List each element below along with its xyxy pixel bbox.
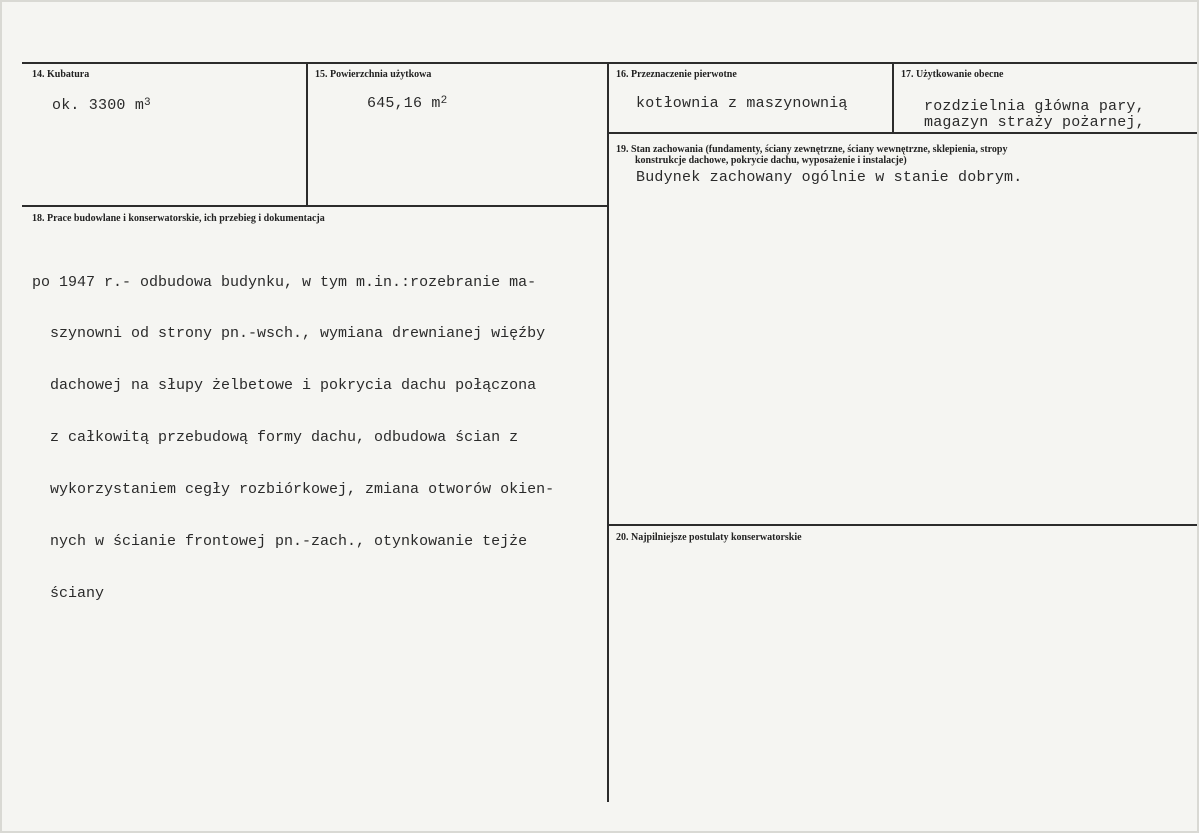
divider-center	[607, 62, 609, 802]
field-19-label-line-2: konstrukcje dachowe, pokrycie dachu, wyposażenie i instalacje)	[635, 155, 907, 166]
field-19-label	[616, 144, 1186, 166]
divider-16-17	[892, 62, 894, 132]
field-19-value: Budynek zachowany ogólnie w stanie dobrym.	[636, 169, 1023, 186]
field-15-unit-exponent: 2	[440, 95, 448, 107]
field-18-line-3: dachowej na słupy żelbetowe i pokrycia dachu połączona	[32, 377, 537, 395]
field-14-value	[52, 97, 151, 114]
field-18-line-5: wykorzystaniem cegły rozbiórkowej, zmiana otworów okien-	[32, 481, 555, 499]
rule-under-14-15	[22, 205, 608, 207]
rule-under-16-17	[608, 132, 1197, 134]
top-rule	[22, 62, 1197, 64]
field-16-label: 16. Przeznaczenie pierwotne	[616, 69, 737, 80]
field-18-line-4: z całkowitą przebudową formy dachu, odbudowa ścian z	[32, 429, 519, 447]
field-14-label: 14. Kubatura	[32, 69, 90, 80]
rule-above-20	[608, 524, 1197, 526]
field-18-label: 18. Prace budowlane i konserwatorskie, ich przebieg i dokumentacja	[32, 213, 325, 224]
field-15-value	[367, 95, 447, 112]
field-16-value: kotłownia z maszynownią	[636, 95, 848, 112]
field-18-line-1: po 1947 r.- odbudowa budynku, w tym m.in.:rozebranie ma-	[32, 273, 537, 291]
field-15-label: 15. Powierzchnia użytkowa	[315, 69, 432, 80]
field-17-value-line-2: magazyn straży pożarnej,	[924, 114, 1145, 131]
field-20-label: 20. Najpilniejsze postulaty konserwatorskie	[616, 532, 802, 543]
field-18-line-6: nych w ścianie frontowej pn.-zach., otynkowanie tejże	[32, 533, 528, 551]
field-14-value-text: ok. 3300 m	[52, 97, 145, 114]
field-19-label-line-1: 19. Stan zachowania (fundamenty, ściany zewnętrzne, ściany wewnętrzne, sklepienia, stropy	[616, 144, 1008, 155]
divider-14-15	[306, 62, 308, 205]
field-15-value-text: 645,16 m	[367, 95, 441, 112]
field-18-value	[32, 239, 554, 637]
field-17-value-line-1: rozdzielnia główna pary,	[924, 98, 1145, 115]
field-18-line-7: ściany	[32, 584, 105, 602]
field-14-unit-exponent: 3	[144, 97, 151, 109]
field-18-line-2: szynowni od strony pn.-wsch., wymiana drewnianej więźby	[32, 325, 546, 343]
field-17-label: 17. Użytkowanie obecne	[901, 69, 1004, 80]
